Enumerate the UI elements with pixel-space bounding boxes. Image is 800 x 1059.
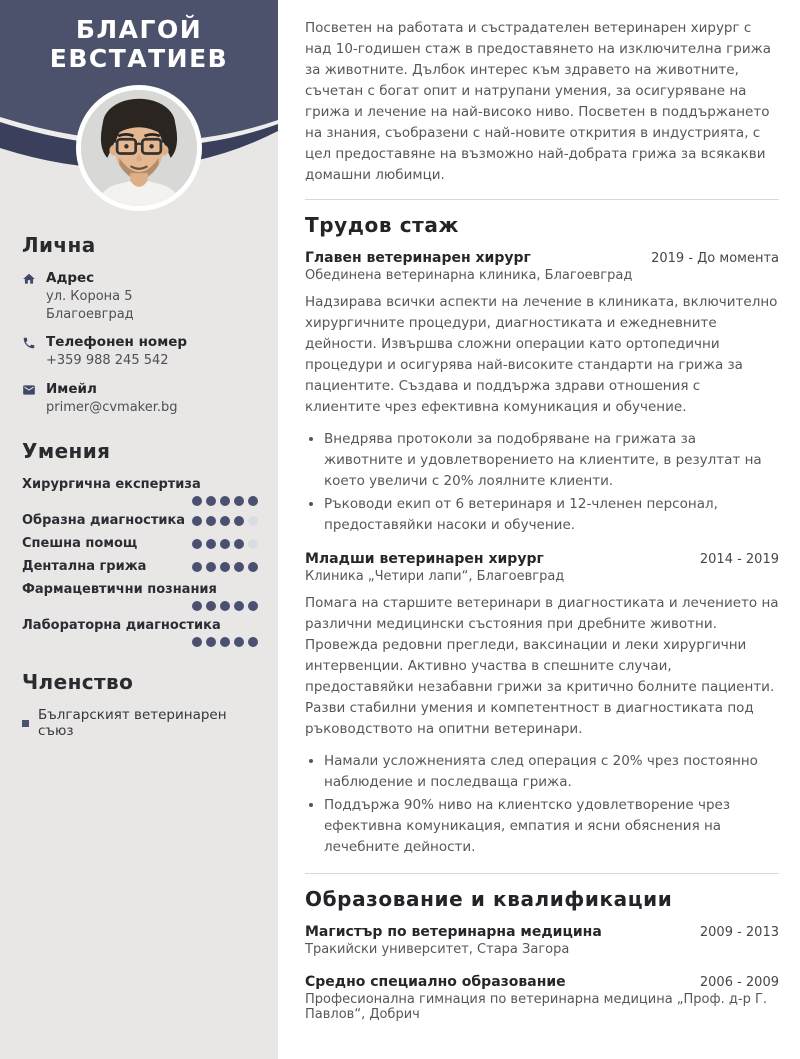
rating-dot-full	[220, 637, 230, 647]
education-dates: 2009 - 2013	[699, 925, 779, 940]
contact-value: ул. Корона 5	[46, 289, 133, 304]
square-bullet-icon	[22, 720, 29, 727]
rating-dot-full	[192, 637, 202, 647]
personal-heading: Лична	[22, 233, 96, 257]
rating-dot-full	[206, 496, 216, 506]
rating-dot-full	[192, 562, 202, 572]
person-name-line2: ЕВСТАТИЕВ	[49, 44, 229, 73]
sidebar-body	[0, 212, 278, 782]
skill-item	[22, 535, 258, 552]
experience-section	[305, 213, 779, 858]
job-bullet-list	[305, 751, 779, 858]
section-divider	[305, 873, 779, 874]
rating-dot-full	[234, 601, 244, 611]
rating-dot-full	[220, 496, 230, 506]
rating-dot-full	[248, 496, 258, 506]
education-section	[305, 887, 779, 1022]
education-title: Средно специално образование	[305, 974, 566, 990]
rating-dot-full	[248, 637, 258, 647]
job-title: Главен ветеринарен хирург	[305, 250, 531, 266]
contact-value: primer@cvmaker.bg	[46, 399, 178, 415]
education-dates: 2006 - 2009	[699, 975, 779, 990]
section-divider	[305, 199, 779, 200]
rating-dot-full	[206, 562, 216, 572]
job-description: Надзирава всички аспекти на лечение в клиниката, включително хирургичните процедури, диагностиката и ежедневните дейности. Извършва сложни операции като ортопедични процедури и осигурява най-високите стандарти на грижа за пациентите. Създава и поддържа здрави отношения с клиентите чрез ефективна комуникация и обучение.	[305, 294, 778, 415]
contact-item-text	[46, 334, 187, 370]
rating-dot-full	[192, 516, 202, 526]
skills-heading: Умения	[22, 439, 111, 463]
skill-item	[22, 581, 258, 611]
skill-rating-dots	[192, 601, 258, 611]
job-entry-head	[305, 250, 779, 266]
rating-dot-full	[234, 562, 244, 572]
job-bullet: • Внедрява протоколи за подобряване на грижата за животните и удовлетворението на клиентите, в резултат на което увеличи с 20% лоялните клиенти.	[324, 429, 779, 492]
education-organization: Тракийски университет, Стара Загора	[305, 942, 570, 957]
skill-name: Хирургична експертиза	[22, 477, 201, 492]
membership-section	[22, 670, 258, 739]
skill-name: Фармацевтични познания	[22, 582, 217, 597]
rating-dot-full	[220, 516, 230, 526]
profile-photo-image	[81, 90, 197, 206]
rating-dot-full	[220, 539, 230, 549]
education-heading: Образование и квалификации	[305, 887, 673, 911]
contact-value: +359 988 245 542	[46, 353, 169, 368]
contact-item-text	[46, 270, 134, 323]
job-bullet: • Поддържа 90% ниво на клиентско удовлетворение чрез ефективна комуникация, емпатия и ясни обяснения на лечебните дейности.	[324, 795, 779, 858]
contact-value: Благоевград	[46, 306, 134, 322]
education-organization: Професионална гимнация по ветеринарна медицина „Проф. д-р Г. Павлов“, Добрич	[305, 992, 768, 1022]
person-name	[0, 15, 278, 73]
skill-name: Дентална грижа	[22, 559, 147, 574]
job-dates: 2019 - До момента	[651, 251, 779, 266]
skill-name: Образна диагностика	[22, 513, 186, 528]
skill-item	[22, 558, 258, 575]
education-entry	[305, 924, 779, 957]
rating-dot-full	[220, 562, 230, 572]
skill-item	[22, 617, 258, 647]
rating-dot-empty	[248, 539, 258, 549]
home-icon	[22, 272, 36, 286]
contact-item-address	[22, 270, 258, 323]
rating-dot-full	[234, 637, 244, 647]
rating-dot-full	[192, 539, 202, 549]
skill-rating-dots	[192, 637, 258, 647]
job-entry	[305, 250, 779, 536]
rating-dot-full	[192, 601, 202, 611]
sidebar	[0, 0, 278, 1059]
job-description: Помага на старшите ветеринари в диагностиката и лечението на различни медицински състояния при дребните животни. Провежда редовни прегледи, ваксинации и леки хирургични интервенции. Активно участва в спешните случаи, предоставяйки незабавни грижи за критично болните пациенти. Разви стабилни умения и компетентност в диагностиката под ръководството на опитни ветеринари.	[305, 595, 779, 737]
experience-heading: Трудов стаж	[305, 213, 459, 237]
rating-dot-full	[206, 516, 216, 526]
skill-item	[22, 476, 258, 506]
membership-heading: Членство	[22, 670, 134, 694]
person-name-line1: БЛАГОЙ	[75, 15, 203, 44]
contact-label: Телефонен номер	[46, 334, 188, 350]
education-entry-head	[305, 924, 779, 940]
contact-item-text	[46, 381, 178, 417]
skill-rating-dots	[192, 539, 258, 549]
skills-section	[22, 439, 258, 647]
skill-rating-dots	[192, 562, 258, 572]
skill-rating-dots	[192, 516, 258, 526]
job-organization: Клиника „Четири лапи“, Благоевград	[305, 569, 565, 584]
rating-dot-full	[248, 601, 258, 611]
job-bullet-list	[305, 429, 779, 536]
personal-section	[22, 233, 258, 416]
job-entry-head	[305, 551, 779, 567]
rating-dot-full	[206, 539, 216, 549]
education-entry	[305, 974, 779, 1022]
rating-dot-full	[234, 516, 244, 526]
job-entry	[305, 551, 779, 858]
job-bullet: • Намали усложненията след операция с 20% чрез постоянно наблюдение и последваща грижа.	[324, 751, 779, 793]
sidebar-header	[0, 0, 278, 212]
skill-item	[22, 512, 258, 529]
job-bullet: • Ръководи екип от 6 ветеринаря и 12-членен персонал, предоставяйки насоки и обучение.	[324, 494, 779, 536]
main-content	[278, 0, 800, 1059]
membership-item	[22, 707, 258, 739]
education-entry-head	[305, 974, 779, 990]
rating-dot-empty	[248, 516, 258, 526]
job-dates: 2014 - 2019	[699, 552, 779, 567]
contact-label: Имейл	[46, 380, 97, 397]
rating-dot-full	[206, 637, 216, 647]
job-organization: Обединена ветеринарна клиника, Благоевград	[305, 268, 633, 283]
rating-dot-full	[234, 496, 244, 506]
job-title: Младши ветеринарен хирург	[305, 551, 544, 567]
rating-dot-full	[220, 601, 230, 611]
rating-dot-full	[192, 496, 202, 506]
phone-icon	[22, 336, 36, 350]
contact-label: Адрес	[46, 270, 95, 286]
contact-item-phone	[22, 334, 258, 370]
skill-name: Лабораторна диагностика	[22, 618, 221, 633]
profile-summary: Посветен на работата и състрадателен ветеринарен хирург с над 10-годишен стаж в предоставянето на изключителна грижа за животните. Дълбок интерес към здравето на животните, съчетан с богат опит и натрупани умения, за осигуряване на грижа и лечение на най-високо ниво. Посветен в поддържането на знания, съобразени с най-новите открития в индустрията, с цел предоставяне на възможно най-добрата грижа за всякакви домашни любимци.	[305, 20, 772, 183]
skill-rating-dots	[192, 496, 258, 506]
membership-text: Българският ветеринарен съюз	[38, 707, 227, 739]
profile-photo	[76, 85, 202, 211]
rating-dot-full	[206, 601, 216, 611]
rating-dot-full	[234, 539, 244, 549]
rating-dot-full	[248, 562, 258, 572]
contact-item-email	[22, 381, 258, 417]
skill-name: Спешна помощ	[22, 536, 138, 551]
avatar-illustration	[81, 90, 197, 206]
mail-icon	[22, 383, 36, 397]
education-title: Магистър по ветеринарна медицина	[305, 924, 602, 940]
